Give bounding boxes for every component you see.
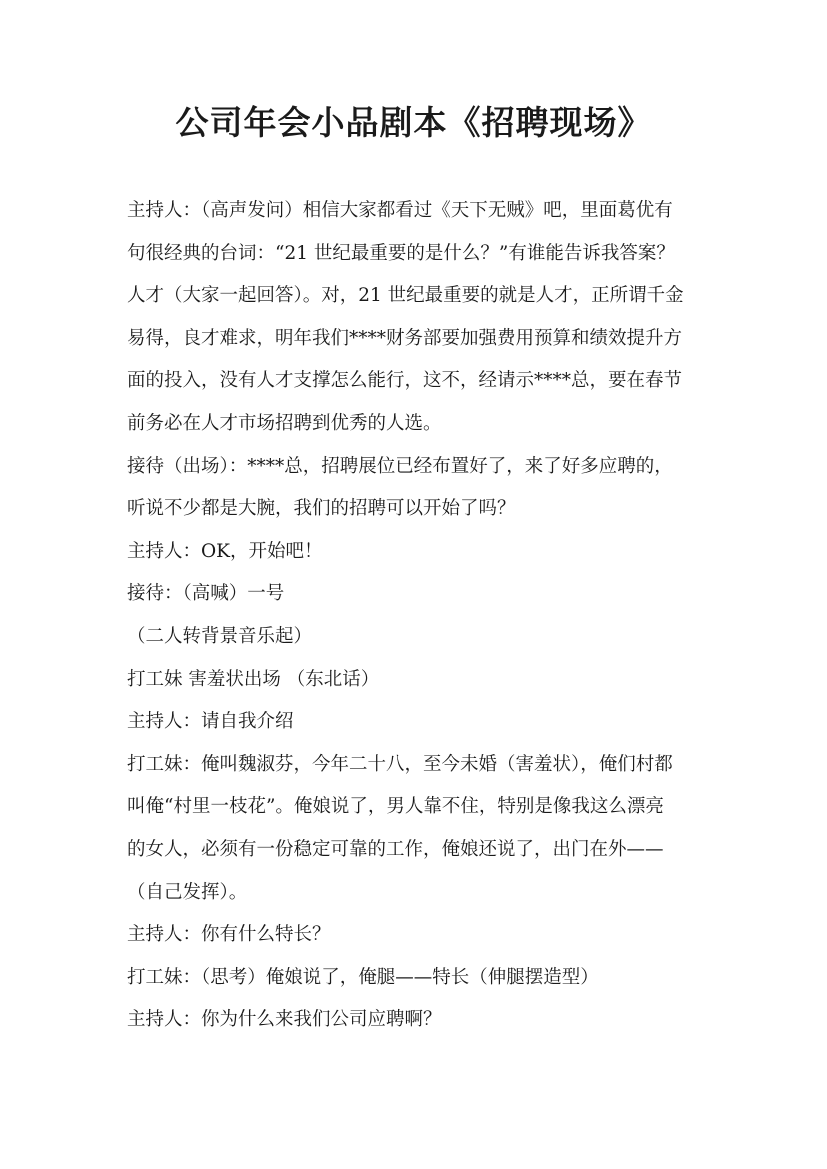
document-title: 公司年会小品剧本《招聘现场》	[175, 103, 652, 142]
script-line: 主持人：你有什么特长？	[127, 924, 331, 946]
script-line: 面的投入，没有人才支撑怎么能行，这不，经请示****总，要在春节	[127, 370, 683, 392]
script-line: 易得，良才难求，明年我们****财务部要加强费用预算和绩效提升方	[127, 327, 683, 349]
script-line: 主持人：你为什么来我们公司应聘啊？	[127, 1009, 442, 1031]
script-line: 接待（出场）：****总，招聘展位已经布置好了，来了好多应聘的，	[127, 455, 673, 477]
script-body	[127, 190, 717, 1042]
script-line: （自己发挥）。	[127, 881, 248, 903]
script-line: 主持人：（高声发问）相信大家都看过《天下无贼》吧，里面葛优有	[127, 200, 673, 221]
script-line: 听说不少都是大腕，我们的招聘可以开始了吗？	[127, 498, 516, 520]
script-line: 的女人，必须有一份稳定可靠的工作，俺娘还说了，出门在外——	[127, 838, 664, 860]
script-line: 打工妹 害羞状出场 （东北话）	[127, 668, 380, 690]
script-line: 接待：（高喊）一号	[127, 583, 285, 605]
script-line: 人才（大家一起回答）。对，21 世纪最重要的就是人才，正所谓千金	[127, 285, 684, 307]
script-line: 句很经典的台词：“21 世纪最重要的是什么？”有谁能告诉我答案？	[127, 242, 675, 264]
script-line: 打工妹：（思考）俺娘说了，俺腿——特长（伸腿摆造型）	[127, 966, 599, 988]
script-line: 打工妹：俺叫魏淑芬，今年二十八，至今未婚（害羞状），俺们村都	[127, 753, 673, 775]
script-line: 叫俺“村里一枝花”。俺娘说了，男人靠不住，特别是像我这么漂亮	[127, 796, 664, 818]
script-line: 主持人：OK，开始吧！	[127, 540, 323, 562]
script-line: 前务必在人才市场招聘到优秀的人选。	[127, 412, 442, 434]
script-line: 主持人：请自我介绍	[127, 711, 294, 733]
script-line: （二人转背景音乐起）	[127, 625, 313, 647]
